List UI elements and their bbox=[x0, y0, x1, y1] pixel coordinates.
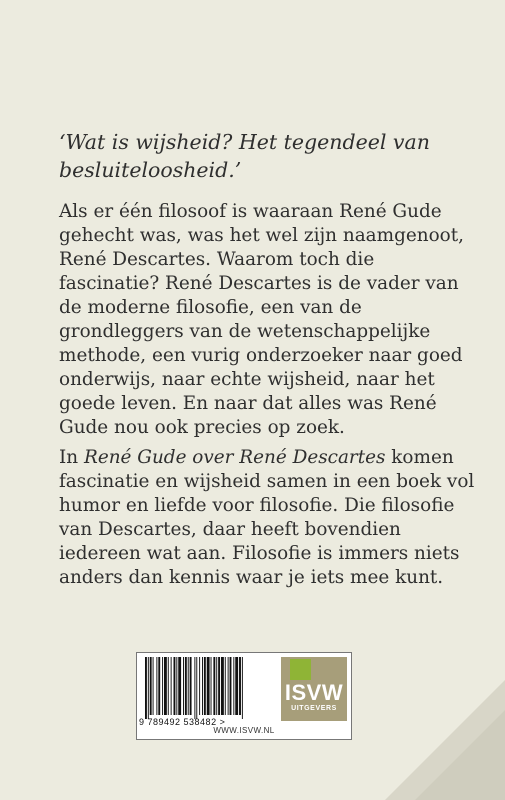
barcode-bar bbox=[164, 657, 167, 715]
barcode-bar bbox=[221, 657, 224, 715]
barcode-bars bbox=[141, 657, 279, 719]
barcode-bar bbox=[174, 657, 176, 715]
barcode-bar bbox=[188, 657, 189, 715]
barcode-bar bbox=[204, 657, 206, 715]
barcode-bar bbox=[153, 657, 154, 715]
barcode-bar bbox=[213, 657, 215, 715]
barcode-bar bbox=[171, 657, 172, 715]
isbn-barcode bbox=[141, 657, 279, 719]
barcode-bar bbox=[183, 657, 184, 715]
barcode-bar bbox=[178, 657, 181, 715]
barcode-bar bbox=[218, 657, 220, 715]
back-cover-quote: ‘Wat is wijsheid? Het tegendeel van besluiteloosheid.’ bbox=[59, 130, 430, 182]
barcode-bar bbox=[233, 657, 234, 715]
barcode-bar bbox=[190, 657, 192, 715]
blurb-rest: komen fascinatie en wijsheid samen in een boek vol humor en liefde voor filosofie. Die filosofie van Descartes, daar heeft bovendien iedereen wat aan. Filosofie is immers niets anders dan kennis waar je iets mee kunt. bbox=[59, 447, 475, 588]
barcode-bar bbox=[168, 657, 169, 715]
barcode-bar bbox=[207, 657, 210, 715]
barcode-bar bbox=[235, 657, 238, 715]
barcode-bar bbox=[148, 657, 149, 719]
isbn-number: 9 789492 538482 > bbox=[139, 717, 226, 727]
corner-arrow-icon bbox=[385, 680, 505, 800]
barcode-bar bbox=[176, 657, 177, 715]
publisher-logo: ISVW bbox=[284, 680, 344, 705]
publisher-url: WWW.ISVW.NL bbox=[213, 726, 275, 735]
publisher-logo-mark bbox=[290, 659, 311, 680]
barcode-bar bbox=[225, 657, 226, 715]
barcode-bar bbox=[228, 657, 229, 715]
barcode-bar bbox=[185, 657, 187, 715]
barcode-bar bbox=[242, 657, 243, 719]
barcode-bar bbox=[211, 657, 212, 715]
barcode-bar bbox=[199, 657, 200, 715]
barcode-bar bbox=[230, 657, 232, 715]
book-title: René Gude over René Descartes bbox=[83, 447, 386, 468]
barcode-bar bbox=[194, 657, 195, 719]
barcode-bar bbox=[158, 657, 160, 715]
publisher-label: UITGEVERS bbox=[291, 705, 337, 712]
barcode-bar bbox=[156, 657, 157, 715]
blurb-paragraph-1: Als er één filosoof is waaraan René Gude gehecht was, was het wel zijn naamgenoot, René Descartes. Waarom toch die fascinatie? René Descartes is de vader van de moderne filosofie, een van de grondleggers van de wetenschappelijke methode, een vurig onderzoeker naar goed onderwijs, naar echte wijsheid, naar het goede leven. En naar dat alles was René Gude nou ook precies op zoek. bbox=[59, 201, 464, 438]
barcode-box bbox=[136, 652, 352, 740]
barcode-bar bbox=[239, 657, 241, 715]
barcode-bar bbox=[162, 657, 163, 715]
barcode-bar bbox=[202, 657, 203, 715]
barcode-bar bbox=[196, 657, 197, 719]
barcode-bar bbox=[150, 657, 152, 715]
barcode-bar bbox=[216, 657, 217, 715]
barcode-bar bbox=[145, 657, 147, 719]
publisher-logo-block bbox=[281, 657, 347, 721]
blurb-prefix: In bbox=[59, 447, 84, 468]
blurb-paragraph-2 bbox=[59, 446, 479, 590]
